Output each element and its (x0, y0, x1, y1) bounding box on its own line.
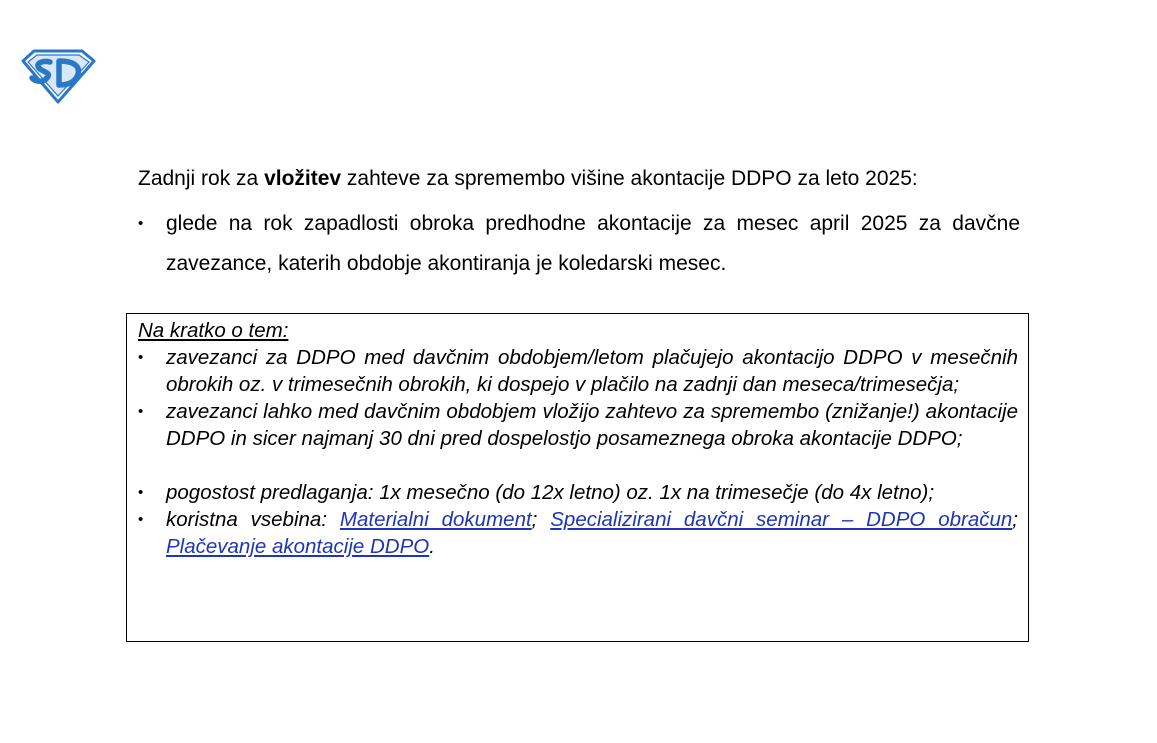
summary-item-text: pogostost predlaganja: 1x mesečno (do 12x letno) oz. 1x na trimesečje (do 4x letno); (166, 481, 935, 504)
list-item (138, 204, 1020, 284)
bullet-icon: • (138, 511, 144, 528)
summary-box (126, 313, 1029, 642)
material-document-link[interactable]: Materialni dokument (339, 508, 532, 531)
list-item (138, 344, 1018, 398)
separator: ; (1012, 508, 1018, 531)
summary-heading: Na kratko o tem: (138, 319, 289, 342)
bullet-icon: • (138, 215, 144, 232)
heading-bold-word: vložitev (264, 167, 342, 190)
deadline-heading (138, 164, 1020, 194)
company-logo (20, 48, 96, 104)
summary-item-text: zavezanci za DDPO med davčnim obdobjem/letom plačujejo akontacijo DDPO v mesečnih obrokih oz. v trimesečnih obrokih, ki dospejo v plačilo na zadnji dan meseca/trimesečja; (166, 346, 1018, 396)
deadline-list (138, 204, 1020, 284)
payment-link[interactable]: Plačevanje akontacije DDPO (166, 535, 430, 558)
heading-text-start: Zadnji rok za (138, 167, 265, 190)
sd-shield-logo-icon (20, 48, 96, 104)
deadline-bullet-text: glede na rok zapadlosti obroka predhodne akontacije za mesec april 2025 za davčne zavezance, katerih obdobje akontiranja je koledarski mesec. (166, 212, 1020, 275)
list-item (138, 398, 1018, 452)
summary-list (138, 344, 1018, 560)
heading-text-end: zahteve za spremembo višine akontacije DDPO za leto 2025: (341, 167, 918, 190)
useful-content-label: koristna vsebina: (166, 508, 340, 531)
seminar-link[interactable]: Specializirani davčni seminar – DDPO obračun (550, 508, 1013, 531)
bullet-icon: • (138, 349, 144, 366)
bullet-icon: • (138, 484, 144, 501)
summary-item-text: zavezanci lahko med davčnim obdobjem vložijo zahtevo za spremembo (znižanje!) akontacije DDPO in sicer najmanj 30 dni pred dospelostjo posameznega obroka akontacije DDPO; (166, 400, 1018, 450)
end-period: . (429, 535, 435, 558)
list-item (138, 479, 1018, 506)
useful-content-item (138, 506, 1018, 560)
intro-section (138, 164, 1020, 284)
bullet-icon: • (138, 403, 144, 420)
separator: ; (531, 508, 551, 531)
